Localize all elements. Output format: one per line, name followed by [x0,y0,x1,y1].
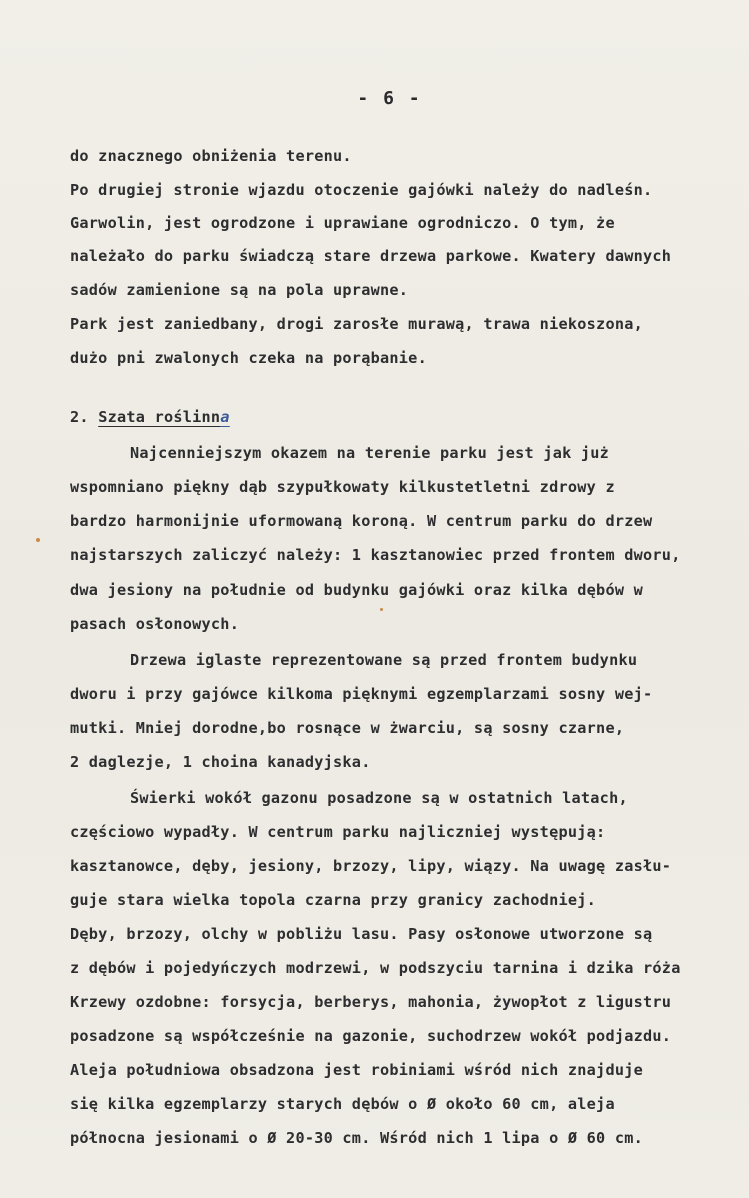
text-line: bardzo harmonijnie uformowaną koroną. W centrum parku do drzew [70,512,653,530]
text-line: Najcenniejszym okazem na terenie parku jest jak już [130,444,610,462]
text-line: posadzone są współcześnie na gazonie, suchodrzew wokół podjazdu. [70,1027,672,1045]
text-line: Park jest zaniedbany, drogi zarosłe murawą, trawa niekoszona, [70,315,644,333]
text-line: częściowo wypadły. W centrum parku najliczniej występują: [70,823,606,841]
text-line: mutki. Mniej dorodne,bo rosnące w żwarciu, są sosny czarne, [70,719,625,737]
text-line: wspomniano piękny dąb szypułkowaty kilkustetletni zdrowy z [70,478,615,496]
section-number: 2. [70,408,89,426]
text-line: Po drugiej stronie wjazdu otoczenie gajówki należy do nadleśn. [70,181,653,199]
page-number: - 6 - [357,88,422,109]
text-line: Aleja południowa obsadzona jest robiniami wśród nich znajduje [70,1061,644,1079]
text-line: guje stara wielka topola czarna przy granicy zachodniej. [70,891,597,909]
text-line: dworu i przy gajówce kilkoma pięknymi egzemplarzami sosny wej- [70,685,653,703]
text-line: 2 daglezje, 1 choina kanadyjska. [70,753,371,771]
text-line: do znacznego obniżenia terenu. [70,147,352,165]
text-line: sadów zamienione są na pola uprawne. [70,281,409,299]
paper-stain [36,538,40,542]
section-heading [70,407,230,427]
text-line: Krzewy ozdobne: forsycja, berberys, mahonia, żywopłot z ligustru [70,993,672,1011]
text-line: najstarszych zaliczyć należy: 1 kasztanowiec przed frontem dworu, [70,546,681,564]
text-line: pasach osłonowych. [70,615,240,633]
text-line: Drzewa iglaste reprezentowane są przed frontem budynku [130,651,638,669]
text-line: Dęby, brzozy, olchy w pobliżu lasu. Pasy osłonowe utworzone są [70,925,653,943]
text-line: Świerki wokół gazonu posadzone są w ostatnich latach, [130,789,628,807]
text-line: dwa jesiony na południe od budynku gajówki oraz kilka dębów w [70,581,644,599]
text-line: z dębów i pojedyńczych modrzewi, w podszyciu tarnina i dzika róża [70,959,681,977]
text-line: północna jesionami o Ø 20-30 cm. Wśród nich 1 lipa o Ø 60 cm. [70,1129,644,1147]
text-line: należało do parku świadczą stare drzewa parkowe. Kwatery dawnych [70,247,672,265]
text-line: dużo pni zwalonych czeka na porąbanie. [70,349,427,367]
handwritten-correction: a [220,408,230,426]
text-line: Garwolin, jest ogrodzone i uprawiane ogrodniczo. O tym, że [70,214,615,232]
text-line: kasztanowce, dęby, jesiony, brzozy, lipy, wiązy. Na uwagę zasłu- [70,857,672,875]
section-title: Szata roślinn [98,408,221,426]
paper-stain [380,608,383,611]
text-line: się kilka egzemplarzy starych dębów o Ø około 60 cm, aleja [70,1095,615,1113]
